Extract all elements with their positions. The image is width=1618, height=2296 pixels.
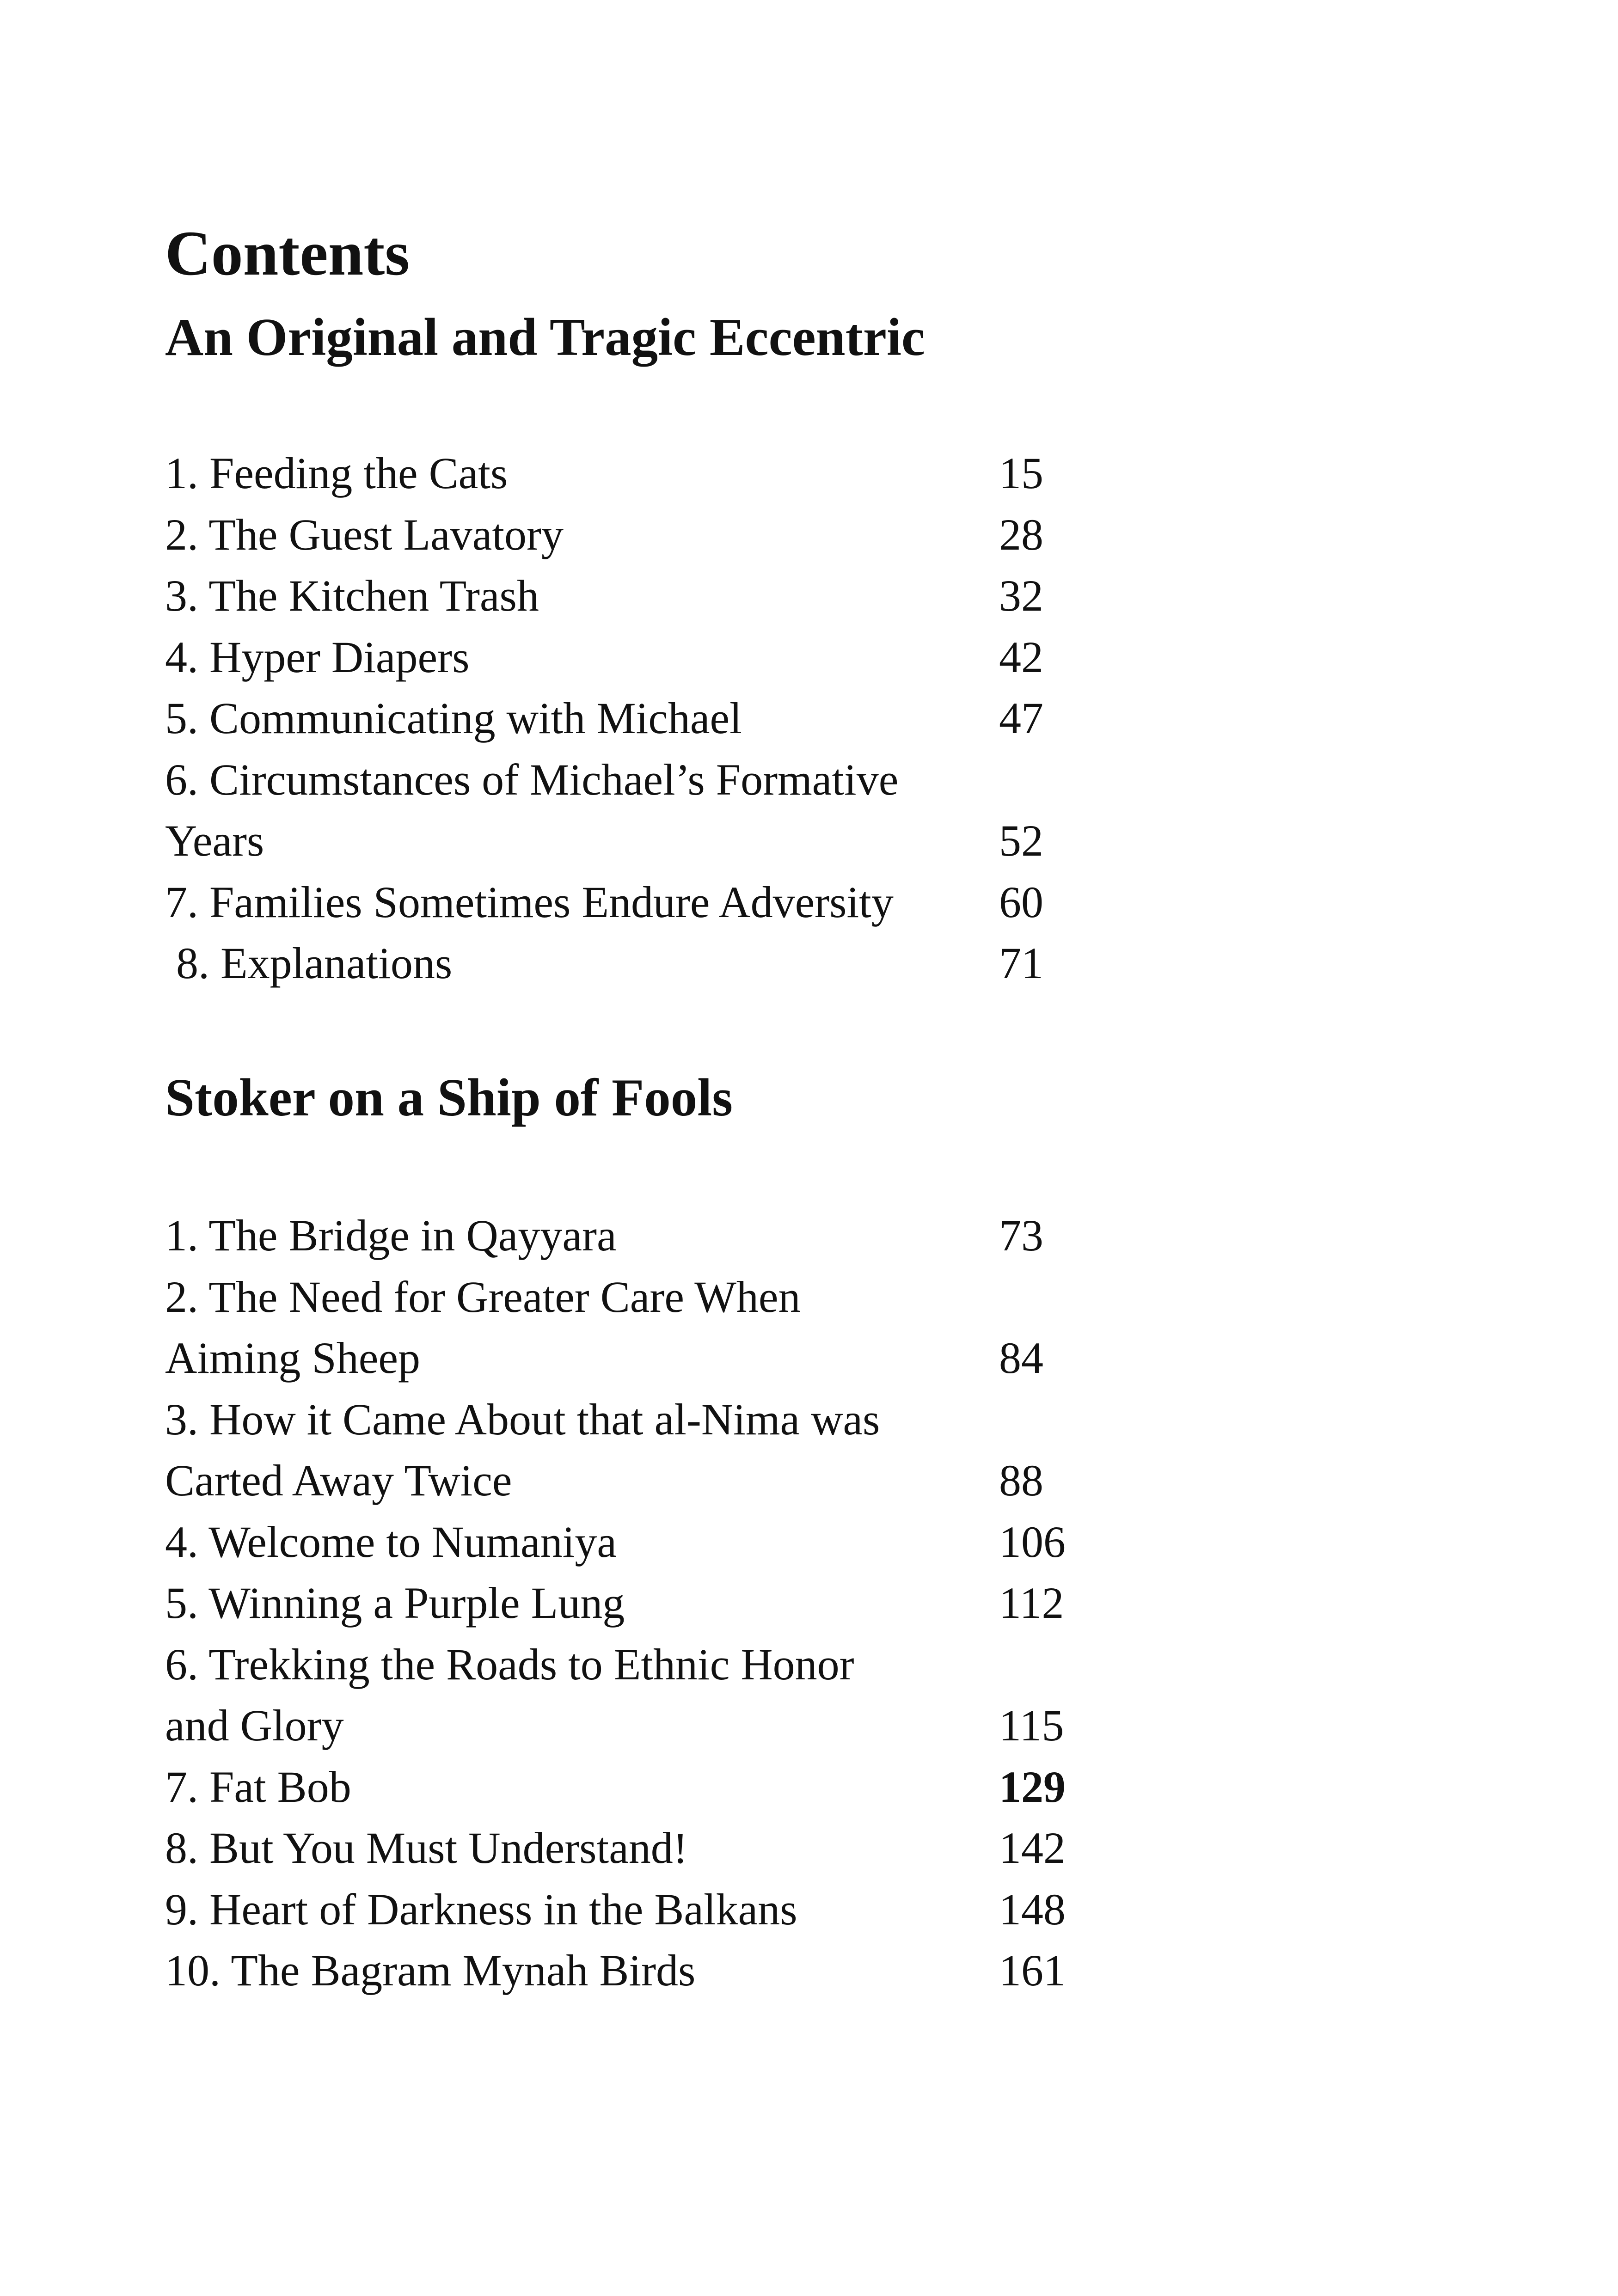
chapter-entry[interactable]	[165, 443, 1113, 504]
chapter-entry[interactable]	[165, 1512, 1113, 1573]
chapter-entry[interactable]	[165, 1757, 1113, 1818]
part-two-chapter-list	[165, 1205, 1113, 2002]
chapter-page-number: 73	[999, 1211, 1043, 1260]
chapter-title: 2. The Need for Greater Care When	[165, 1272, 801, 1322]
chapter-page-number: 28	[999, 509, 1043, 559]
chapter-title: 1. Feeding the Cats	[165, 448, 508, 498]
chapter-page-number: 129	[999, 1762, 1066, 1812]
chapter-entry[interactable]	[165, 1634, 1113, 1757]
chapter-page-number: 52	[999, 816, 1043, 865]
chapter-title: 9. Heart of Darkness in the Balkans	[165, 1884, 797, 1934]
chapter-entry[interactable]	[165, 504, 1113, 566]
part-one-chapter-list	[165, 443, 1113, 994]
chapter-entry[interactable]	[165, 1940, 1113, 2002]
chapter-title-continuation: and Glory	[165, 1701, 344, 1750]
chapter-entry[interactable]	[165, 1879, 1113, 1941]
chapter-title-continuation: Years	[165, 816, 264, 865]
chapter-entry[interactable]	[165, 688, 1113, 749]
chapter-entry[interactable]	[165, 933, 1113, 994]
chapter-title: 6. Circumstances of Michael’s Formative	[165, 754, 899, 804]
chapter-title-continuation: Aiming Sheep	[165, 1333, 420, 1383]
chapter-entry[interactable]	[165, 1205, 1113, 1267]
chapter-entry[interactable]	[165, 565, 1113, 627]
chapter-title: 2. The Guest Lavatory	[165, 509, 564, 559]
chapter-title: 1. The Bridge in Qayyara	[165, 1211, 617, 1260]
chapter-title: 3. The Kitchen Trash	[165, 571, 539, 620]
chapter-title: 5. Communicating with Michael	[165, 693, 742, 743]
contents-heading: Contents	[165, 218, 410, 288]
chapter-page-number: 84	[999, 1333, 1043, 1383]
chapter-page-number: 142	[999, 1823, 1066, 1873]
chapter-page-number: 42	[999, 632, 1043, 682]
chapter-entry[interactable]	[165, 872, 1113, 933]
chapter-page-number: 148	[999, 1884, 1066, 1934]
chapter-entry[interactable]	[165, 1573, 1113, 1634]
chapter-title: 4. Welcome to Numaniya	[165, 1517, 617, 1567]
chapter-entry[interactable]	[165, 749, 1113, 872]
chapter-page-number: 161	[999, 1946, 1066, 1995]
chapter-entry[interactable]	[165, 1389, 1113, 1512]
chapter-page-number: 106	[999, 1517, 1066, 1567]
chapter-title: 8. But You Must Understand!	[165, 1823, 688, 1873]
chapter-page-number: 15	[999, 448, 1043, 498]
chapter-title: 3. How it Came About that al-Nima was	[165, 1394, 880, 1444]
chapter-page-number: 60	[999, 877, 1043, 927]
chapter-page-number: 71	[999, 938, 1043, 988]
chapter-title: 6. Trekking the Roads to Ethnic Honor	[165, 1639, 854, 1689]
chapter-page-number: 88	[999, 1456, 1043, 1505]
chapter-title: 4. Hyper Diapers	[165, 632, 470, 682]
chapter-page-number: 47	[999, 693, 1043, 743]
part-one-title: An Original and Tragic Eccentric	[165, 308, 925, 367]
chapter-page-number: 32	[999, 571, 1043, 620]
chapter-title: 7. Families Sometimes Endure Adversity	[165, 877, 894, 927]
chapter-title-continuation: Carted Away Twice	[165, 1456, 512, 1505]
chapter-title: 5. Winning a Purple Lung	[165, 1578, 625, 1628]
chapter-page-number: 112	[999, 1578, 1064, 1628]
part-two-title: Stoker on a Ship of Fools	[165, 1068, 733, 1127]
chapter-page-number: 115	[999, 1701, 1064, 1750]
chapter-entry[interactable]	[165, 1818, 1113, 1879]
chapter-title: 8. Explanations	[176, 938, 453, 988]
chapter-entry[interactable]	[165, 627, 1113, 688]
chapter-title: 10. The Bagram Mynah Birds	[165, 1946, 696, 1995]
chapter-entry[interactable]	[165, 1267, 1113, 1389]
chapter-title: 7. Fat Bob	[165, 1762, 351, 1812]
